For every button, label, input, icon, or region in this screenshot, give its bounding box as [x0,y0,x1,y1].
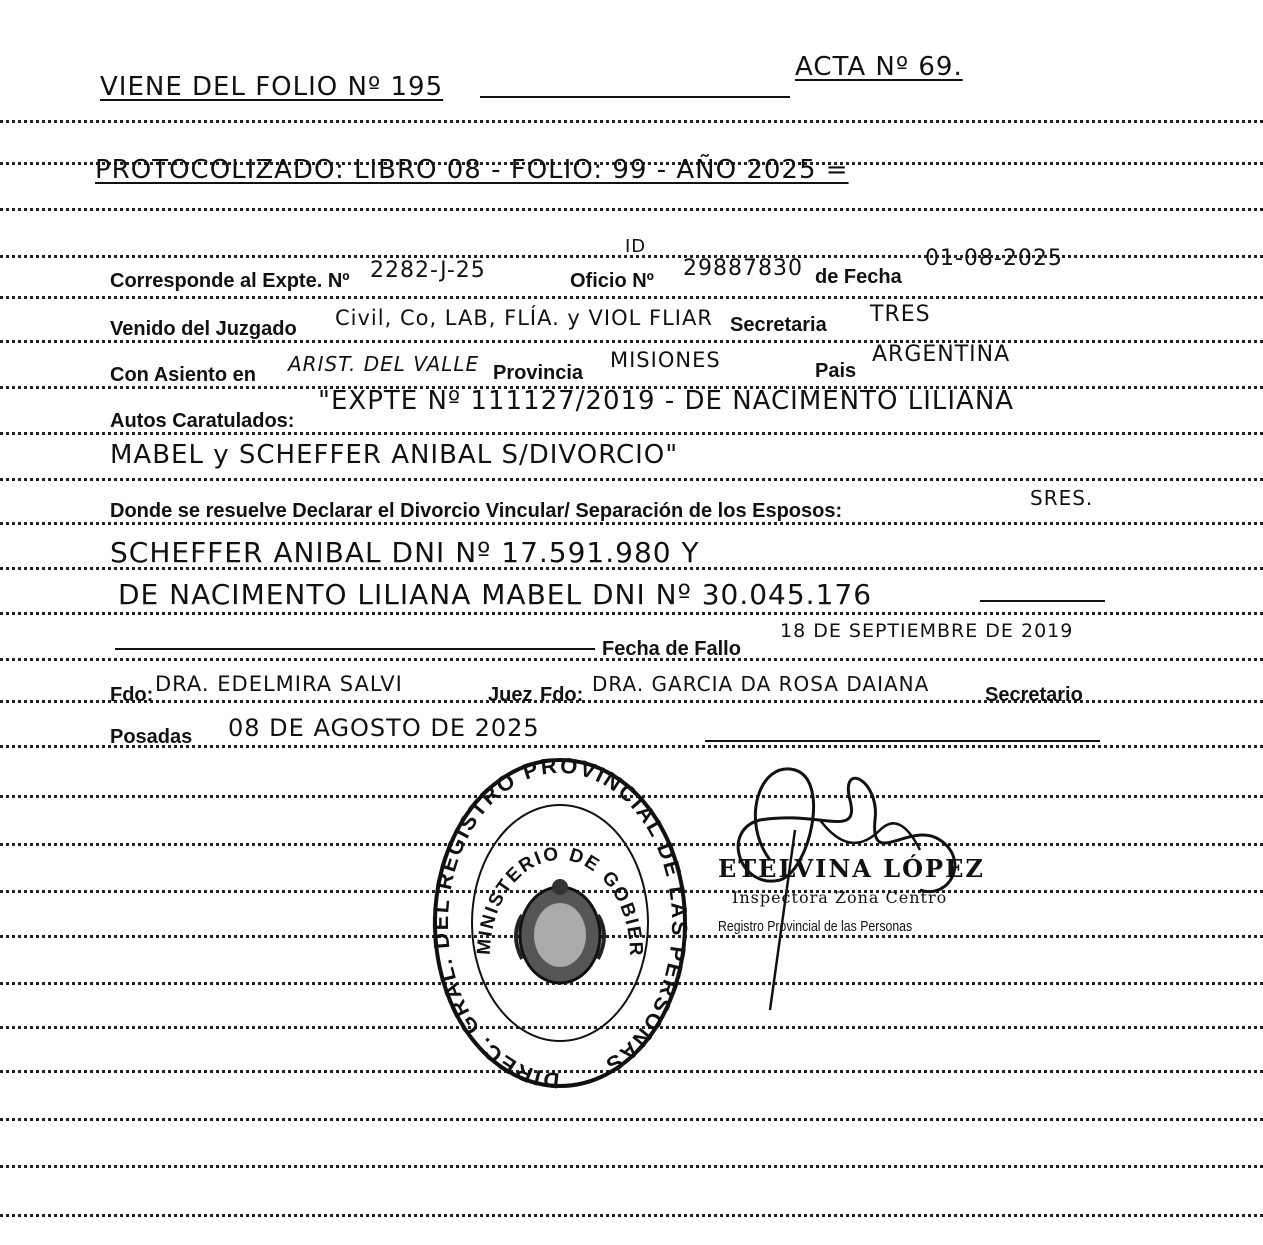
fdo2-label: Fdo: [540,684,584,706]
expte-label: Corresponde al Expte. Nº [110,270,350,292]
fdo-label: Fdo: [110,684,154,706]
provincia-label: Provincia [493,362,584,384]
autos-label: Autos Caratulados: [110,410,295,432]
acta-number: ACTA Nº 69. [795,52,963,82]
signatory-title: Inspectora Zona Centro [732,888,948,907]
ruled-line [0,1165,1263,1168]
secretario-label: Secretario [985,684,1083,706]
oficio-id-mark: ID [625,236,647,257]
coat-of-arms-icon [516,879,604,983]
ruled-line [0,478,1263,481]
stamp-outer-text: DIREC. GRAL. DEL REGISTRO PROVINCIAL DE LAS PERSONAS [430,755,690,1094]
secretaria-value: TRES [870,302,931,327]
ruled-line [0,1214,1263,1217]
resuelve-label: Donde se resuelve Declarar el Divorcio Vincular/ Separación de los Esposos: [110,500,843,522]
juzgado-value: Civil, Co, LAB, FLÍA. y VIOL FLIAR [335,306,713,330]
ruled-line [0,296,1263,299]
esposo-1: SCHEFFER ANIBAL DNI Nº 17.591.980 Y [110,536,700,569]
fecha-label: de Fecha [815,266,902,288]
fallo-fill [115,648,595,650]
autos-value-1: "EXPTE Nº 111127/2019 - DE NACIMENTO LILIANA [318,386,1015,416]
posadas-value: 08 DE AGOSTO DE 2025 [228,714,540,742]
autos-value-2: MABEL y SCHEFFER ANIBAL S/DIVORCIO" [110,440,679,470]
ruled-line [0,120,1263,123]
fecha-value: 01-08-2025 [925,246,1063,271]
provincia-value: MISIONES [610,348,721,372]
oficio-label: Oficio Nº [570,270,654,292]
pais-label: Pais [815,360,857,382]
esposo-2-fill [980,600,1105,602]
protocolizado-line: PROTOCOLIZADO: LIBRO 08 - FOLIO: 99 - AÑO 2025 = [95,155,849,185]
signatory-org: Registro Provincial de las Personas [718,918,913,935]
signature-block [700,760,1000,1020]
signatory-name: ETELVINA LÓPEZ [718,854,985,883]
asiento-label: Con Asiento en [110,364,256,386]
fdo-secretario-value: DRA. GARCIA DA ROSA DAIANA [592,672,930,696]
pais-value: ARGENTINA [872,342,1011,367]
fdo-juez-value: DRA. EDELMIRA SALVI [155,672,403,696]
esposo-2: DE NACIMENTO LILIANA MABEL DNI Nº 30.045.176 [118,578,873,611]
ruled-line [0,612,1263,615]
ruled-line [0,1118,1263,1121]
ruled-line [0,208,1263,211]
posadas-label: Posadas [110,726,193,748]
folio-heading: VIENE DEL FOLIO Nº 195 [100,72,444,102]
folio-fill-line [480,96,790,98]
secretaria-label: Secretaria [730,314,827,336]
official-stamp [430,755,690,1095]
resuelve-mark: SRES. [1030,486,1094,510]
fallo-value: 18 DE SEPTIEMBRE DE 2019 [780,620,1074,642]
expte-value: 2282-J-25 [370,258,486,283]
asiento-value: ARIST. DEL VALLE [288,352,480,376]
posadas-fill [705,740,1100,742]
oficio-value: 29887830 [683,256,803,281]
stamp-inner-text: MINISTERIO DE GOBIER [473,843,647,958]
fallo-label: Fecha de Fallo [602,638,741,660]
juez-label: Juez [488,684,533,706]
juzgado-label: Venido del Juzgado [110,318,297,340]
